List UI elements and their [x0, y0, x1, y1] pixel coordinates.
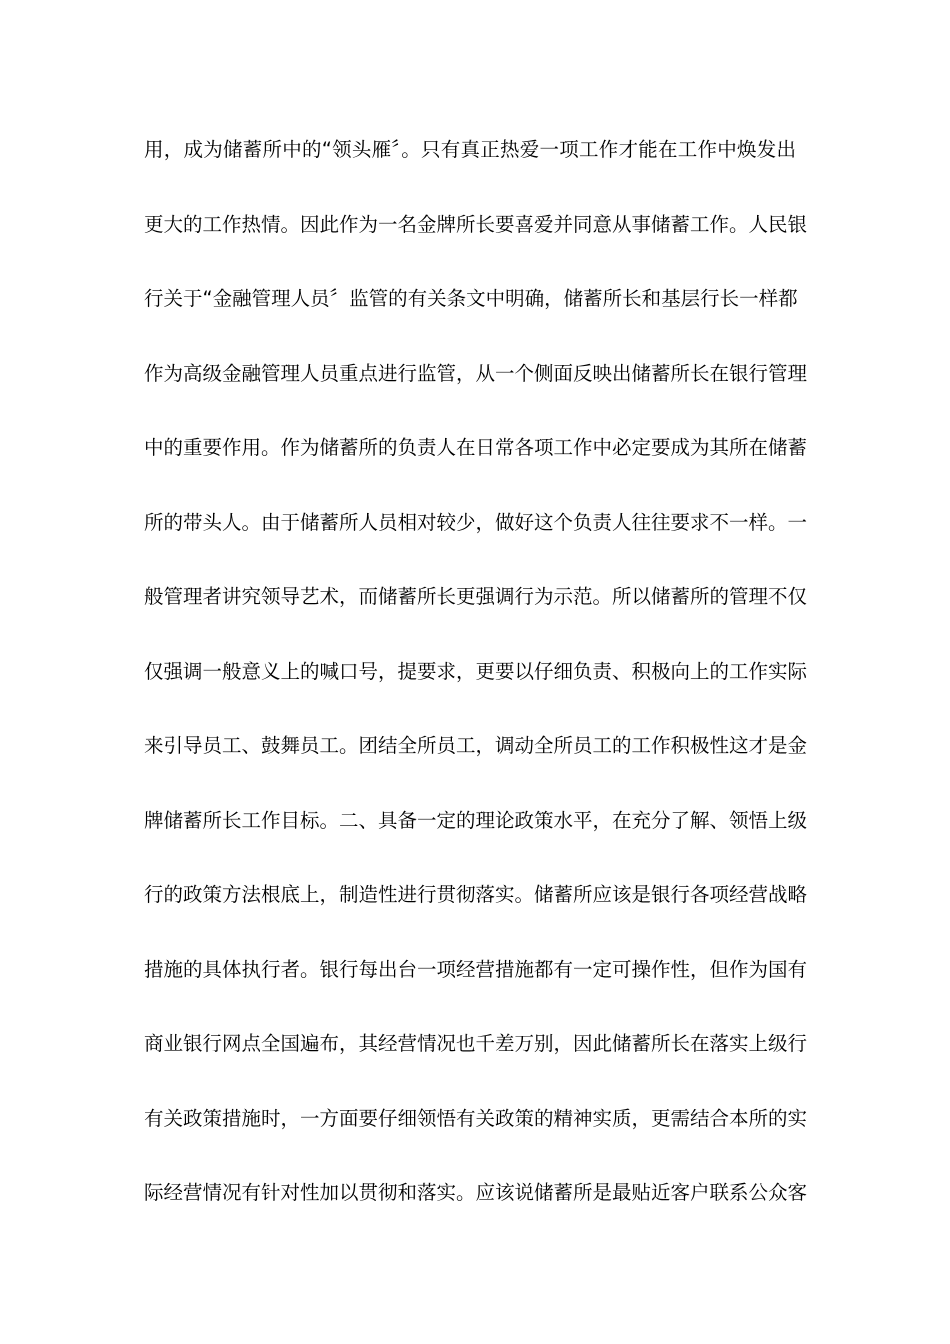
text-line: 行的政策方法根底上，制造性进行贯彻落实。储蓄所应该是银行各项经营战略: [144, 883, 808, 906]
text-line: 来引导员工、鼓舞员工。团结全所员工，调动全所员工的工作积极性这才是金: [144, 734, 808, 757]
text-line: 所的带头人。由于储蓄所人员相对较少，做好这个负责人往往要求不一样。一: [144, 510, 808, 534]
text-line: 仅强调一般意义上的喊口号，提要求，更要以仔细负责、积极向上的工作实际: [144, 659, 808, 683]
text-line: 际经营情况有针对性加以贯彻和落实。应该说储蓄所是最贴近客户联系公众客: [144, 1181, 808, 1204]
text-line: 商业银行网点全国遍布，其经营情况也千差万别，因此储蓄所长在落实上级行: [144, 1032, 808, 1055]
text-line: 作为高级金融管理人员重点进行监管，从一个侧面反映出储蓄所长在银行管理: [144, 361, 808, 385]
text-line: 行关于“金融管理人员〞监管的有关条文中明确，储蓄所长和基层行长一样都: [144, 287, 798, 310]
text-line: 有关政策措施时，一方面要仔细领悟有关政策的精神实质，更需结合本所的实: [144, 1106, 808, 1130]
text-line: 中的重要作用。作为储蓄所的负责人在日常各项工作中必定要成为其所在储蓄: [144, 436, 808, 459]
text-line: 牌储蓄所长工作目标。二、具备一定的理论政策水平，在充分了解、领悟上级: [144, 808, 808, 832]
text-line: 措施的具体执行者。银行每出台一项经营措施都有一定可操作性，但作为国有: [144, 957, 808, 981]
text-line: 更大的工作热情。因此作为一名金牌所长要喜爱并同意从事储蓄工作。人民银: [144, 212, 808, 236]
text-line: 用，成为储蓄所中的“领头雁〞。只有真正热爱一项工作才能在工作中焕发出: [144, 138, 796, 161]
body-text: [144, 131, 808, 1249]
text-line: 般管理者讲究领导艺术，而储蓄所长更强调行为示范。所以储蓄所的管理不仅: [144, 585, 808, 608]
